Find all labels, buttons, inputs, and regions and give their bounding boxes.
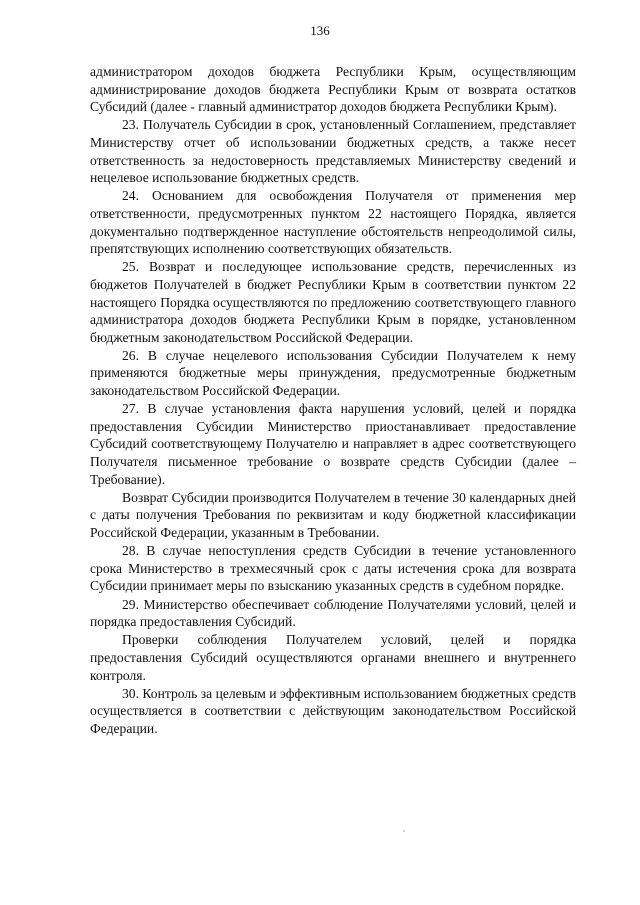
paragraph-24: 24. Основанием для освобождения Получателя от применения мер ответственности, предусмотренных пунктом 22 настоящего Порядка, является документально подтвержденное наступление обстоятельств непреодолимой силы, препятствующих исполнению соответствующих обязательств. — [90, 188, 576, 257]
paragraph-29-inspections: Проверки соблюдения Получателем условий, целей и порядка предоставления Субсидий осуществляются органами внешнего и внутреннего контроля. — [90, 632, 576, 683]
paragraph-28: 28. В случае непоступления средств Субсидии в течение установленного срока Министерство в трехмесячный срок с даты истечения срока для возврата Субсидии принимает меры по взысканию указанных средств в судебном порядке. — [90, 543, 576, 594]
paragraph-27-refund: Возврат Субсидии производится Получателем в течение 30 календарных дней с даты получения Требования по реквизитам и коду бюджетной классификации Российской Федерации, указанным в Требовании. — [90, 489, 576, 540]
paragraph-25: 25. Возврат и последующее использование средств, перечисленных из бюджетов Получателей в бюджет Республики Крым в соответствии пунктом 22 настоящего Порядка осуществляются по предложению соответствующего главного администратора доходов бюджета Республики Крым в порядке, установленном бюджетным законодательством Российской Федерации. — [90, 259, 576, 345]
page-number: 136 — [310, 23, 330, 38]
paragraph-26: 26. В случае нецелевого использования Субсидии Получателем к нему применяются бюджетные меры принуждения, предусмотренные бюджетным законодательством Российской Федерации. — [90, 347, 576, 399]
scan-speck — [403, 830, 405, 832]
paragraph-continuation: администратором доходов бюджета Республики Крым, осуществляющим администрирование доходов бюджета Республики Крым от возврата остатков Субсидий (далее - главный администратор доходов бюджета Республики Крым). — [90, 64, 576, 115]
document-body — [90, 63, 576, 738]
paragraph-23: 23. Получатель Субсидии в срок, установленный Соглашением, представляет Министерству отчет об использовании бюджетных средств, а также несет ответственность за недостоверность представляемых Министерству сведений и нецелевое использование бюджетных средств. — [90, 117, 576, 186]
paragraph-30: 30. Контроль за целевым и эффективным использованием бюджетных средств осуществляется в соответствии с действующим законодательством Российской Федерации. — [90, 685, 576, 736]
paragraph-27: 27. В случае установления факта нарушения условий, целей и порядка предоставления Субсидии Министерство приостанавливает предоставление Субсидий соответствующему Получателю и направляет в адрес соответствующего Получателя письменное требование о возврате средств Субсидии (далее – Требование). — [90, 401, 576, 487]
paragraph-29: 29. Министерство обеспечивает соблюдение Получателями условий, целей и порядка предоставления Субсидий. — [90, 596, 576, 630]
